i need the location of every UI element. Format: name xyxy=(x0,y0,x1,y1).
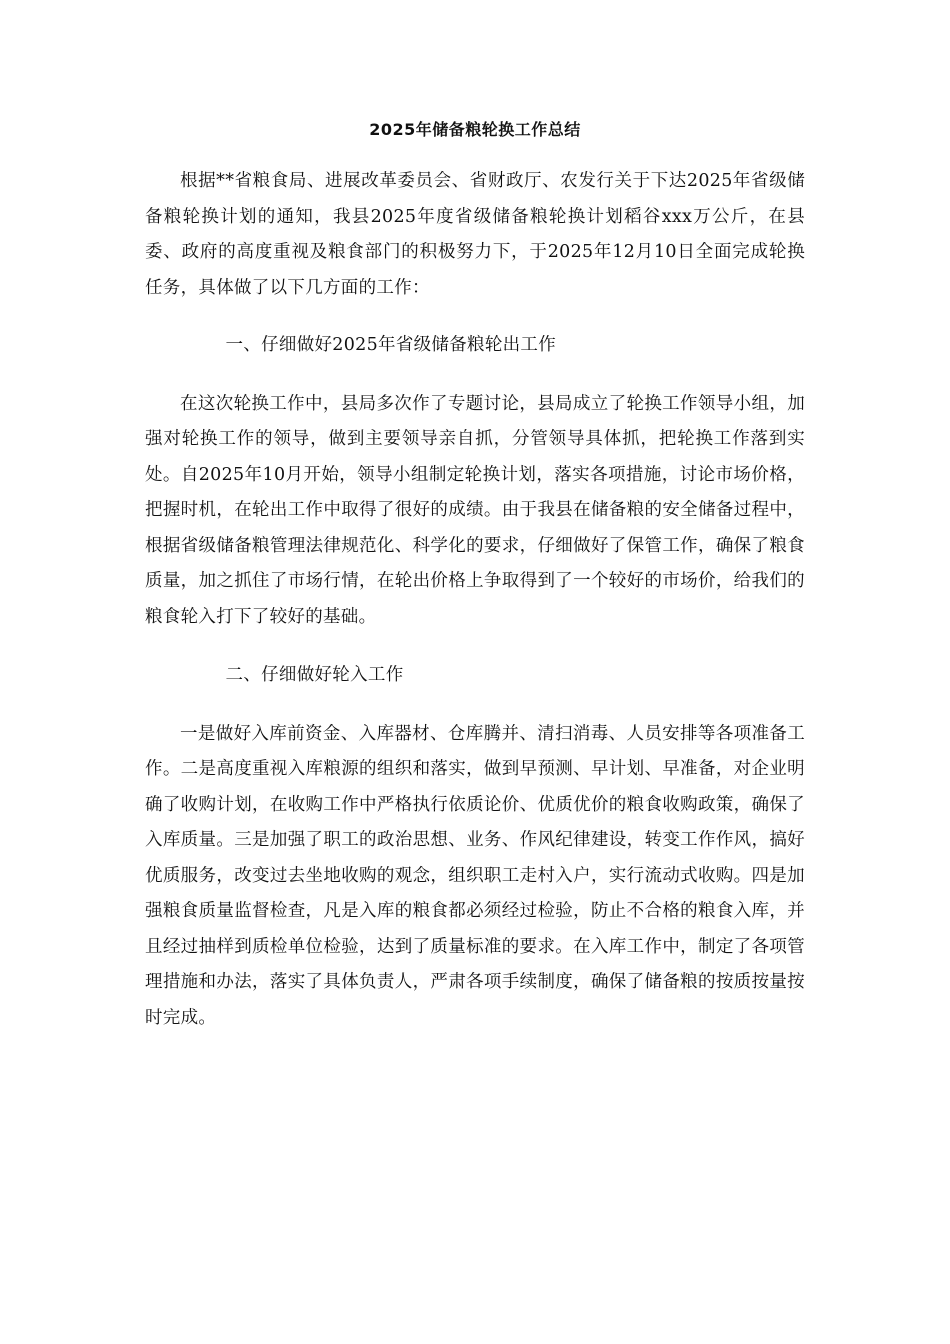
section-body-1: 在这次轮换工作中，县局多次作了专题讨论，县局成立了轮换工作领导小组，加强对轮换工作的领导，做到主要领导亲自抓，分管领导具体抓，把轮换工作落到实处。自2025年10月开始，领导小组制定轮换计划，落实各项措施，讨论市场价格，把握时机，在轮出工作中取得了很好的成绩。由于我县在储备粮的安全储备过程中，根据省级储备粮管理法律规范化、科学化的要求，仔细做好了保管工作，确保了粮食质量，加之抓住了市场行情，在轮出价格上争取得到了一个较好的市场价，给我们的粮食轮入打下了较好的基础。 xyxy=(145,393,805,627)
document-content xyxy=(145,116,805,1059)
section-heading-1: 一、仔细做好2025年省级储备粮轮出工作 xyxy=(225,335,557,355)
intro-paragraph: 根据**省粮食局、进展改革委员会、省财政厅、农发行关于下达2025年省级储备粮轮换计划的通知，我县2025年度省级储备粮轮换计划稻谷xxx万公斤，在县委、政府的高度重视及粮食部门的积极努力下，于2025年12月10日全面完成轮换任务，具体做了以下几方面的工作： xyxy=(145,171,805,298)
document-title: 2025年储备粮轮换工作总结 xyxy=(369,120,581,139)
section-body-2: 一是做好入库前资金、入库器材、仓库腾并、清扫消毒、人员安排等各项准备工作。二是高度重视入库粮源的组织和落实，做到早预测、早计划、早准备，对企业明确了收购计划，在收购工作中严格执行依质论价、优质优价的粮食收购政策，确保了入库质量。三是加强了职工的政治思想、业务、作风纪律建设，转变工作作风，搞好优质服务，改变过去坐地收购的观念，组织职工走村入户，实行流动式收购。四是加强粮食质量监督检查，凡是入库的粮食都必须经过检验，防止不合格的粮食入库，并且经过抽样到质检单位检验，达到了质量标准的要求。在入库工作中，制定了各项管理措施和办法，落实了具体负责人，严肃各项手续制度，确保了储备粮的按质按量按时完成。 xyxy=(145,723,805,1028)
section-heading-2: 二、仔细做好轮入工作 xyxy=(225,665,404,685)
